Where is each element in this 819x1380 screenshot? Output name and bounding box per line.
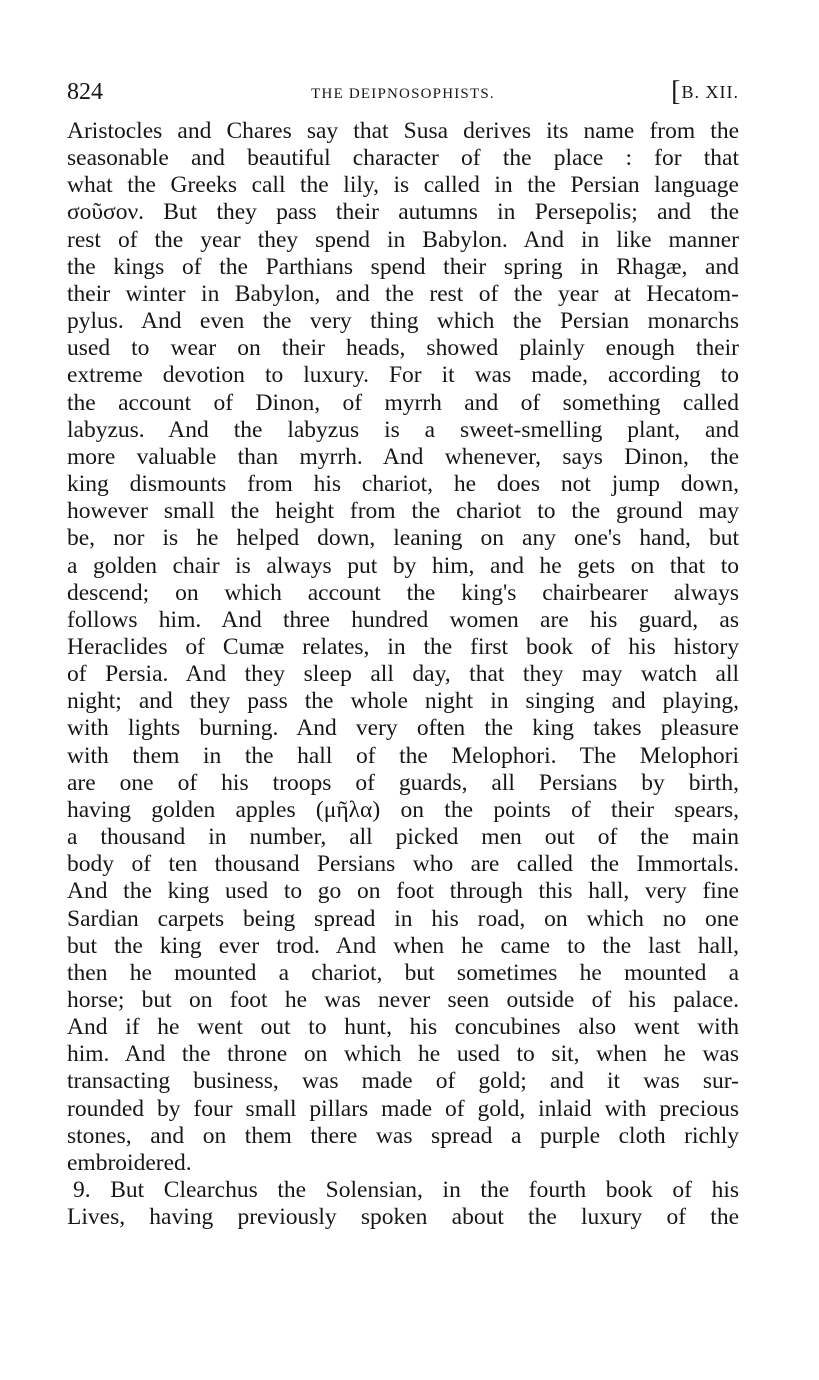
text-line: used to wear on their heads, showed plainly enough their: [67, 335, 739, 362]
text-line: seasonable and beautiful character of the place : for that: [67, 145, 739, 172]
text-line: pylus. And even the very thing which the Persian monarchs: [67, 308, 739, 335]
text-line: are one of his troops of guards, all Persians by birth,: [67, 769, 739, 796]
text-line: night; and they pass the whole night in singing and playing,: [67, 688, 739, 715]
text-line: extreme devotion to luxury. For it was made, according to: [67, 362, 739, 389]
text-line: having golden apples (μῆλα) on the points of their spears,: [67, 796, 739, 823]
text-line: Heraclides of Cumæ relates, in the first book of his history: [67, 633, 739, 660]
running-title: THE DEIPNOSOPHISTS.: [311, 86, 495, 102]
text-line: with them in the hall of the Melophori. The Melophori: [67, 742, 739, 769]
text-line: And the king used to go on foot through this hall, very fine: [67, 878, 739, 905]
text-line: but the king ever trod. And when he came to the last hall,: [67, 932, 739, 959]
text-line: rounded by four small pillars made of gold, inlaid with precious: [67, 1095, 739, 1122]
text-line: with lights burning. And very often the king takes pleasure: [67, 715, 739, 742]
section-bracket: [: [671, 76, 682, 107]
book-page: [67, 78, 739, 1231]
text-line: the account of Dinon, of myrrh and of something called: [67, 389, 739, 416]
text-line: of Persia. And they sleep all day, that they may watch all: [67, 661, 739, 688]
text-line: Sardian carpets being spread in his road, on which no one: [67, 905, 739, 932]
text-line: then he mounted a chariot, but sometimes he mounted a: [67, 959, 739, 986]
text-line: the kings of the Parthians spend their spring in Rhagæ, and: [67, 253, 739, 280]
text-line: transacting business, was made of gold; and it was sur-: [67, 1068, 739, 1095]
text-line: labyzus. And the labyzus is a sweet-smelling plant, and: [67, 416, 739, 443]
section-reference-label: B. XII.: [681, 82, 739, 102]
body-text: [67, 118, 739, 1231]
text-line: rest of the year they spend in Babylon. And in like manner: [67, 226, 739, 253]
text-line: follows him. And three hundred women are his guard, as: [67, 606, 739, 633]
text-line: king dismounts from his chariot, he does not jump down,: [67, 471, 739, 498]
section-reference: [671, 78, 739, 106]
text-line: a golden chair is always put by him, and he gets on that to: [67, 552, 739, 579]
page-header: [67, 78, 739, 110]
text-line: what the Greeks call the lily, is called in the Persian language: [67, 172, 739, 199]
text-line: stones, and on them there was spread a purple cloth richly: [67, 1122, 739, 1149]
text-line: more valuable than myrrh. And whenever, says Dinon, the: [67, 443, 739, 470]
text-line: a thousand in number, all picked men out of the main: [67, 824, 739, 851]
text-line: And if he went out to hunt, his concubines also went with: [67, 1014, 739, 1041]
text-line: descend; on which account the king's chairbearer always: [67, 579, 739, 606]
paragraph-start-line: 9. But Clearchus the Solensian, in the fourth book of his: [73, 1177, 739, 1204]
text-line: their winter in Babylon, and the rest of the year at Hecatom-: [67, 280, 739, 307]
text-line: horse; but on foot he was never seen outside of his palace.: [67, 987, 739, 1013]
text-line: Lives, having previously spoken about the luxury of the: [67, 1204, 739, 1231]
text-line: him. And the throne on which he used to sit, when he was: [67, 1041, 739, 1068]
text-line: be, nor is he helped down, leaning on any one's hand, but: [67, 525, 739, 552]
text-line: σοῦσον. But they pass their autumns in Persepolis; and the: [67, 199, 739, 226]
page-number: 824: [67, 79, 103, 105]
text-line: embroidered.: [67, 1149, 192, 1176]
text-line: Aristocles and Chares say that Susa derives its name from the: [67, 118, 739, 144]
text-line: body of ten thousand Persians who are called the Immortals.: [67, 851, 739, 878]
text-line: however small the height from the chariot to the ground may: [67, 498, 739, 525]
